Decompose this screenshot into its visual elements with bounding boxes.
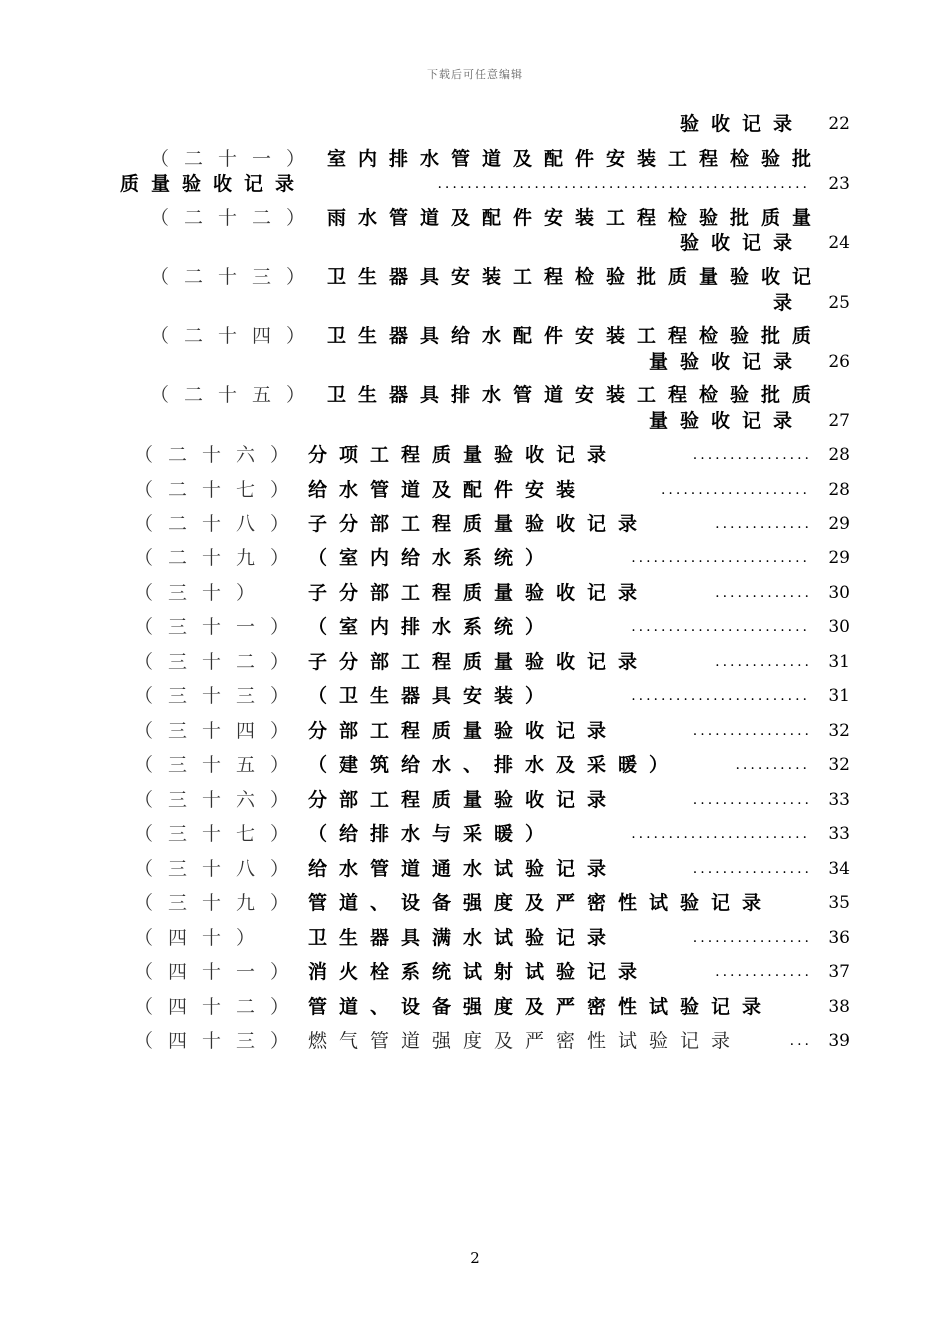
toc-entry[interactable] [120,478,850,502]
toc-leader-dots: ... [789,1033,812,1049]
toc-page-number: 22 [828,114,850,134]
toc-entry-number: （三十） [134,582,271,604]
toc-entry-title: 子分部工程质量验收记录 [308,513,650,535]
toc-entry-title-continued: 量验收记录 [648,351,804,373]
toc-entry[interactable] [120,147,850,171]
toc-entry-number: （二十二） [150,207,321,229]
toc-entry[interactable] [120,383,850,407]
toc-page-number: 30 [828,583,850,603]
toc-entry[interactable] [120,857,850,881]
toc-leader-dots: .................... [660,482,810,498]
toc-entry[interactable] [120,891,850,915]
toc-page-number: 23 [828,174,850,194]
toc-entry[interactable] [120,960,850,984]
toc-entry-number: （二十九） [134,547,305,569]
toc-leader-dots: ................ [692,792,812,808]
toc-entry-number: （三十四） [134,720,305,742]
toc-entry-number: （四十一） [134,961,305,983]
toc-leader-dots: ............. [715,585,812,601]
toc-page-number: 29 [828,514,850,534]
toc-page-number: 25 [828,293,850,313]
toc-page-number: 31 [828,686,850,706]
toc-page-number: 39 [828,1031,850,1051]
toc-page-number: 35 [828,893,850,913]
toc-entry-title: 给水管道通水试验记录 [308,858,619,880]
toc-page-number: 24 [828,233,850,253]
toc-leader-dots: .......... [735,757,810,773]
toc-entry-number: （二十六） [134,444,305,466]
toc-entry[interactable] [120,995,850,1019]
toc-page-number: 26 [828,352,850,372]
toc-page-number: 30 [828,617,850,637]
toc-leader-dots: ........................ [631,619,810,635]
toc-entry-title: 管道、设备强度及严密性试验记录 [308,892,774,914]
toc-entry[interactable] [120,753,850,777]
toc-entry-title: 卫生器具满水试验记录 [308,927,619,949]
toc-entry-number: （四十二） [134,996,305,1018]
toc-entry-number: （二十五） [150,384,321,406]
toc-entry[interactable] [120,581,850,605]
toc-entry-number: （三十一） [134,616,305,638]
toc-entry-number: （二十三） [150,266,321,288]
toc-leader-dots: ............. [715,516,812,532]
toc-page-number: 36 [828,928,850,948]
toc-entry-number: （二十八） [134,513,305,535]
toc-page-number: 32 [828,755,850,775]
toc-leader-dots: ................ [692,447,812,463]
toc-entry-number: （三十九） [134,892,305,914]
toc-entry-title: 室内排水管道及配件安装工程检验批 [327,148,824,170]
toc-entry-number: （三十三） [134,685,305,707]
toc-leader-dots: ........................ [631,688,810,704]
toc-entry-number: （二十一） [150,148,321,170]
toc-entry-title: 卫生器具排水管道安装工程检验批质 [327,384,824,406]
page-number-footer: 2 [470,1249,480,1267]
page-header: 下载后可任意编辑 [427,68,523,81]
toc-entry-number: （二十七） [134,479,305,501]
toc-entry[interactable] [120,1029,850,1053]
toc-entry-title: 给水管道及配件安装 [308,479,588,501]
toc-entry-title: 消火栓系统试射试验记录 [308,961,650,983]
toc-entry-continuation[interactable] [120,291,850,315]
toc-entry[interactable] [120,206,850,230]
toc-entry-continuation[interactable] [120,409,850,433]
toc-entry-title: 分项工程质量验收记录 [308,444,619,466]
toc-entry[interactable] [120,265,850,289]
toc-entry[interactable] [120,324,850,348]
toc-entry[interactable] [120,546,850,570]
toc-page-number: 28 [828,480,850,500]
toc-leader-dots: ............. [715,964,812,980]
toc-page-number: 32 [828,721,850,741]
toc-entry-title-continued: 质量验收记录 [120,173,307,195]
toc-entry[interactable] [120,443,850,467]
toc-page-number: 31 [828,652,850,672]
toc-leader-dots: ................ [692,723,812,739]
toc-page-number: 29 [828,548,850,568]
toc-entry-title: 子分部工程质量验收记录 [308,651,650,673]
toc-entry-number: （三十七） [134,823,305,845]
toc-leader-dots: .................................................. [437,176,810,192]
toc-entry-title: 卫生器具给水配件安装工程检验批质 [327,325,824,347]
toc-entry-continuation[interactable] [120,231,850,255]
toc-entry[interactable] [120,650,850,674]
toc-leader-dots: ................ [692,930,812,946]
toc-entry-number: （三十五） [134,754,305,776]
toc-leader-dots: ............. [715,654,812,670]
toc-entry[interactable] [120,512,850,536]
toc-entry[interactable] [120,926,850,950]
toc-page-number: 38 [828,997,850,1017]
toc-entry-title-continued: 验收记录 [679,232,804,254]
toc-entry-title: 卫生器具安装工程检验批质量验收记 [327,266,824,288]
toc-entry-number: （三十六） [134,789,305,811]
toc-entry-number: （四十） [134,927,271,949]
toc-leader-dots: ........................ [631,826,810,842]
toc-entry[interactable] [120,822,850,846]
toc-entry-title: （室内排水系统） [308,616,557,638]
toc-entry-title: 分部工程质量验收记录 [308,720,619,742]
toc-entry-title: （室内给水系统） [308,547,557,569]
toc-entry-title: （建筑给水、排水及采暖） [308,754,681,776]
toc-page-number: 27 [828,411,850,431]
toc-entry-title: 管道、设备强度及严密性试验记录 [308,996,774,1018]
toc-entry-title-continued: 录 [772,292,804,314]
toc-entry-continuation[interactable] [120,350,850,374]
toc-entry-title-continued: 验收记录 [679,113,804,135]
toc-entry[interactable] [120,788,850,812]
toc-page-number: 34 [828,859,850,879]
toc-entry[interactable] [120,684,850,708]
toc-page-number: 33 [828,824,850,844]
toc-entry-title: 燃气管道强度及严密性试验记录 [308,1030,743,1052]
toc-entry[interactable] [120,112,850,136]
toc-entry-number: （三十二） [134,651,305,673]
toc-entry-number: （三十八） [134,858,305,880]
toc-entry-title: 子分部工程质量验收记录 [308,582,650,604]
toc-entry-number: （二十四） [150,325,321,347]
toc-entry-title: 分部工程质量验收记录 [308,789,619,811]
toc-entry-title: （卫生器具安装） [308,685,557,707]
toc-entry[interactable] [120,719,850,743]
toc-entry-title: （给排水与采暖） [308,823,557,845]
toc-page-number: 37 [828,962,850,982]
toc-page-number: 33 [828,790,850,810]
toc-entry-number: （四十三） [134,1030,305,1052]
toc-leader-dots: ................ [692,861,812,877]
toc-entry[interactable] [120,615,850,639]
toc-page-number: 28 [828,445,850,465]
toc-leader-dots: ........................ [631,550,810,566]
toc-entry-title-continued: 量验收记录 [648,410,804,432]
toc-entry-continuation[interactable] [120,172,850,196]
toc-entry-title: 雨水管道及配件安装工程检验批质量 [327,207,824,229]
